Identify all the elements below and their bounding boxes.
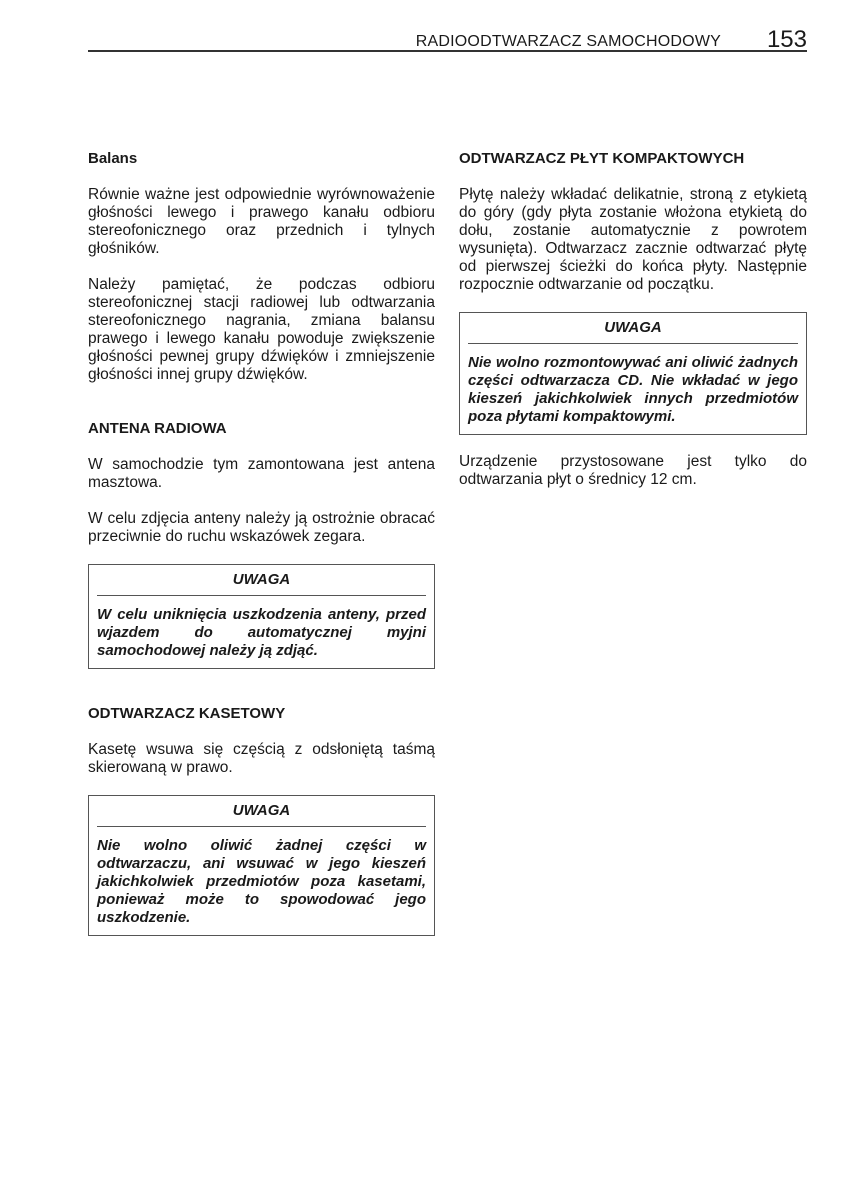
section-heading-cd: ODTWARZACZ PŁYT KOMPAKTOWYCH <box>459 150 745 167</box>
running-title: RADIOODTWARZACZ SAMOCHODOWY <box>415 33 721 50</box>
paragraph: W celu zdjęcia anteny należy ją ostrożnie obracać przeciwnie do ruchu wskazówek zegara. <box>88 510 435 545</box>
warning-text: Nie wolno rozmontowywać ani oliwić żadnych części odtwarzacza CD. Nie wkładać w jego kieszeń jakichkolwiek innych przedmiotów poza płytami kompaktowymi. <box>468 354 798 425</box>
paragraph: Należy pamiętać, że podczas odbioru stereofonicznej stacji radiowej lub odtwarzania stereofonicznego nagrania, zmiana balansu prawego i lewego kanału powoduje zwiększenie głośności pewnej grupy dźwięków i zmniejszenie głośności innej grupy dźwięków. <box>88 276 435 383</box>
section-heading-balans: Balans <box>88 150 138 167</box>
section-heading-antena: ANTENA RADIOWA <box>88 420 227 437</box>
paragraph: Równie ważne jest odpowiednie wyrównoważenie głośności lewego i prawego kanału odbioru stereofonicznego oraz przednich i tylnych głośników. <box>88 186 435 257</box>
paragraph: Kasetę wsuwa się częścią z odsłoniętą taśmą skierowaną w prawo. <box>88 741 435 776</box>
right-column <box>459 150 807 489</box>
warning-title: UWAGA <box>97 571 426 596</box>
warning-box-antenna <box>88 564 435 669</box>
warning-title: UWAGA <box>468 319 798 344</box>
left-column <box>88 150 435 936</box>
section-heading-kaseta: ODTWARZACZ KASETOWY <box>88 705 286 722</box>
paragraph: Urządzenie przystosowane jest tylko do odtwarzania płyt o średnicy 12 cm. <box>459 453 807 488</box>
header-rule <box>88 50 807 52</box>
paragraph: W samochodzie tym zamontowana jest antena masztowa. <box>88 456 435 491</box>
warning-box-cd <box>459 312 807 435</box>
page-number: 153 <box>766 26 807 53</box>
warning-text: Nie wolno oliwić żadnej części w odtwarzaczu, ani wsuwać w jego kieszeń jakichkolwiek przedmiotów poza kasetami, ponieważ może to spowodować jego uszkodzenie. <box>97 837 426 926</box>
warning-box-cassette <box>88 795 435 936</box>
paragraph: Płytę należy wkładać delikatnie, stroną z etykietą do góry (gdy płyta zostanie włożona etykietą do dołu, zostanie automatycznie z powrotem wysunięta). Odtwarzacz zacznie odtwarzać płytę od pierwszej ścieżki do końca płyty. Następnie rozpocznie odtwarzanie od początku. <box>459 186 807 293</box>
page-header <box>88 26 807 54</box>
warning-text: W celu uniknięcia uszkodzenia anteny, przed wjazdem do automatycznej myjni samochodowej należy ją zdjąć. <box>97 606 426 659</box>
warning-title: UWAGA <box>97 802 426 827</box>
